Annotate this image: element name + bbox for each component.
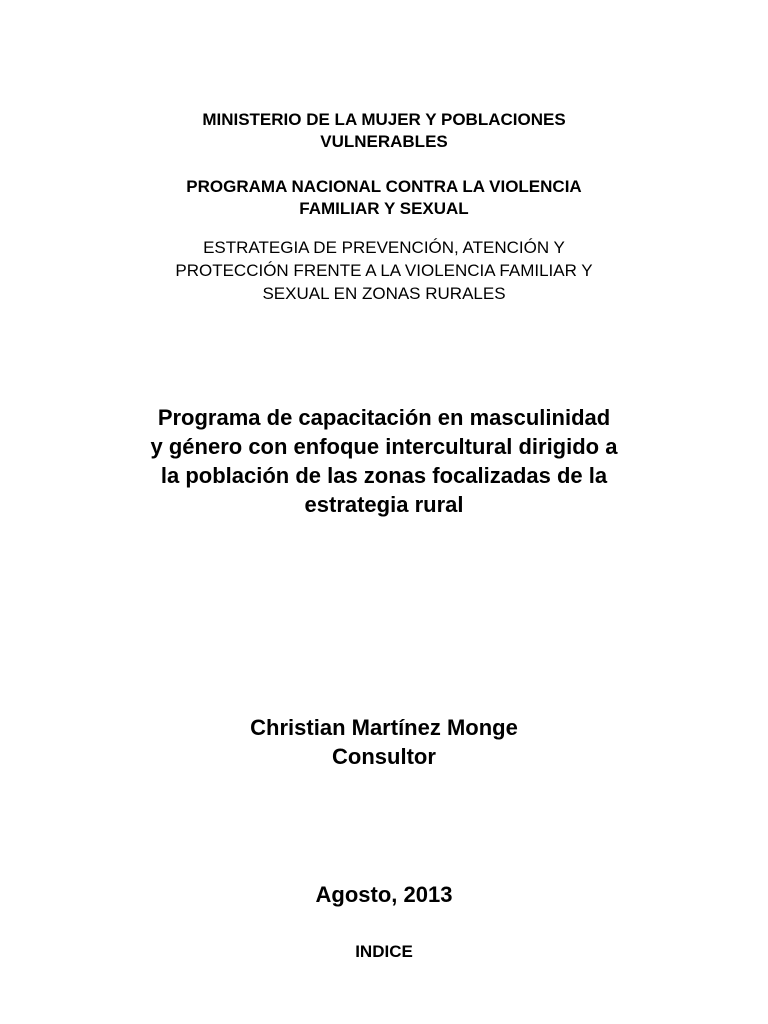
document-title-line-2: y género con enfoque intercultural dirigido a: [150, 434, 618, 459]
strategy-subheading: [0, 236, 768, 305]
ministry-heading-line-2: VULNERABLES: [320, 132, 448, 151]
index-heading: [0, 941, 768, 963]
strategy-subheading-line-3: SEXUAL EN ZONAS RURALES: [262, 284, 506, 303]
index-heading-text: INDICE: [355, 942, 413, 961]
program-heading: [0, 176, 768, 220]
author-name: Christian Martínez Monge: [250, 715, 518, 740]
author-role: Consultor: [332, 744, 436, 769]
program-heading-line-2: FAMILIAR Y SEXUAL: [299, 199, 469, 218]
author-block: [0, 713, 768, 771]
document-title-line-3: la población de las zonas focalizadas de la: [160, 463, 608, 488]
document-date: [0, 880, 768, 909]
document-title-line-4: estrategia rural: [304, 492, 464, 517]
strategy-subheading-line-2: PROTECCIÓN FRENTE A LA VIOLENCIA FAMILIAR Y: [175, 261, 593, 280]
strategy-subheading-line-1: ESTRATEGIA DE PREVENCIÓN, ATENCIÓN Y: [203, 238, 565, 257]
document-title: [0, 403, 768, 519]
ministry-heading-line-1: MINISTERIO DE LA MUJER Y POBLACIONES: [202, 110, 566, 129]
document-title-line-1: Programa de capacitación en masculinidad: [157, 405, 611, 430]
document-date-text: Agosto, 2013: [315, 882, 453, 907]
program-heading-line-1: PROGRAMA NACIONAL CONTRA LA VIOLENCIA: [186, 177, 582, 196]
ministry-heading: [0, 109, 768, 153]
